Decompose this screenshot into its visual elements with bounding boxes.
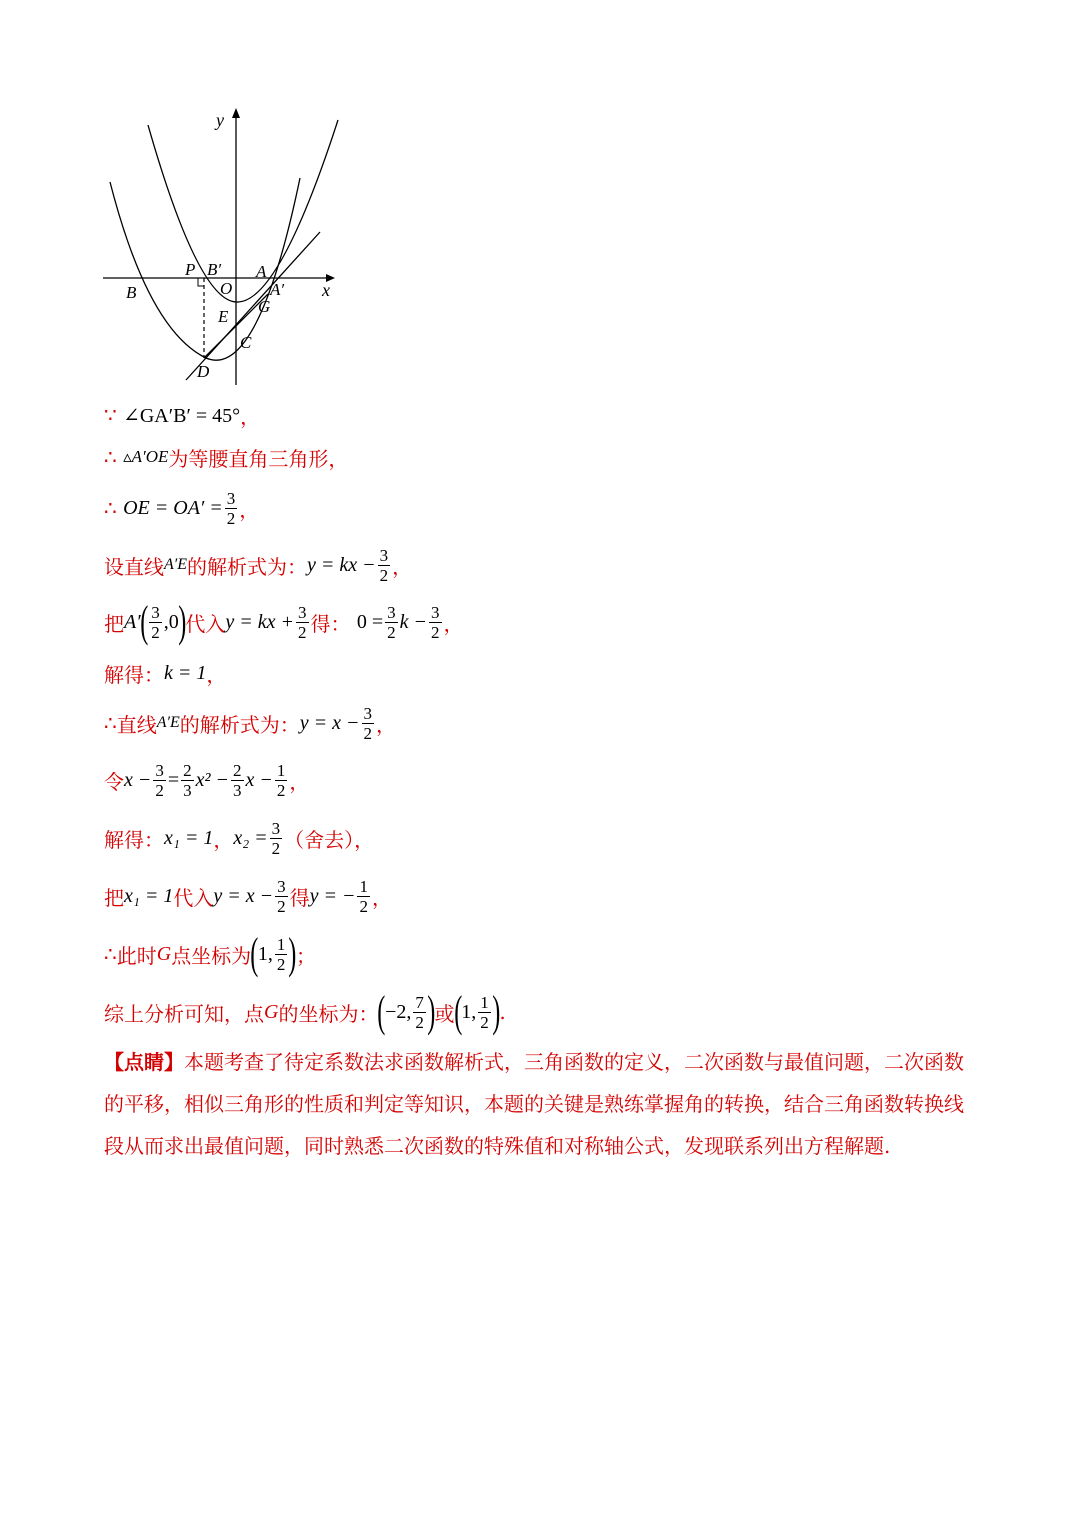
- fraction: [231, 761, 244, 800]
- line-ae: [186, 232, 320, 380]
- therefore-symbol: ∴: [104, 496, 117, 520]
- numerator: 3: [271, 818, 281, 838]
- math-expr: x₂ =: [233, 826, 268, 849]
- text: 代入: [185, 611, 226, 636]
- text: 为等腰直角三角形，: [168, 446, 349, 471]
- numerator: 3: [431, 602, 440, 622]
- numerator: 3: [379, 545, 389, 565]
- denominator: 2: [155, 780, 164, 800]
- denominator: 2: [151, 622, 160, 642]
- comment-text: 本题考查了待定系数法求函数解析式，三角函数的定义，二次函数与最值问题，二次函数的平移，相似三角形的性质和判定等知识，本题的关键是熟练掌握角的转换，结合三角函数转换线段从而求出最值问题，同时熟悉二次函数的特殊值和对称轴公式，发现联系列出方程解题.: [104, 1050, 964, 1158]
- therefore-symbol: ∴: [104, 445, 117, 469]
- text: （舍去），: [284, 827, 375, 852]
- math-expr: A′: [124, 610, 141, 633]
- text: 或: [434, 1001, 455, 1026]
- numerator: 3: [226, 488, 236, 508]
- math-expr: 0 =: [356, 610, 384, 633]
- text: 设直线: [104, 554, 164, 579]
- denominator: 2: [276, 780, 286, 800]
- punct: ，: [213, 827, 234, 852]
- numerator: 2: [233, 760, 242, 780]
- label-a-prime: A′: [270, 280, 285, 299]
- fraction: [275, 877, 288, 916]
- math-expr: y = kx −: [307, 553, 376, 576]
- fraction: [478, 993, 491, 1032]
- line-9: [104, 816, 374, 860]
- denominator: 2: [271, 838, 281, 858]
- numerator: 3: [277, 876, 286, 896]
- text: 点坐标为: [171, 943, 252, 968]
- punct: ，: [240, 404, 261, 429]
- numerator: 7: [415, 992, 424, 1012]
- denominator: 2: [480, 1012, 489, 1032]
- numerator: 1: [276, 934, 286, 954]
- text: 的坐标为：: [278, 1001, 379, 1026]
- denominator: 2: [276, 954, 286, 974]
- math-expr: A′E: [164, 556, 188, 573]
- numerator: 3: [298, 602, 307, 622]
- label-x: x: [322, 280, 330, 300]
- comment-paragraph: [104, 1041, 976, 1167]
- text: 此时: [116, 943, 157, 968]
- denominator: 3: [233, 780, 242, 800]
- denominator: 3: [183, 780, 192, 800]
- denominator: 2: [359, 896, 368, 916]
- point-g: G: [156, 942, 172, 965]
- punct: ，: [443, 611, 464, 636]
- fraction: [149, 603, 162, 642]
- comment-tag: 【点睛】: [104, 1050, 184, 1074]
- label-p: P: [185, 260, 196, 279]
- math-expr: y = x −: [213, 884, 274, 907]
- numerator: 3: [155, 760, 164, 780]
- label-b-prime: B′: [207, 260, 222, 279]
- text: 的解析式为：: [179, 712, 300, 737]
- numerator: 2: [183, 760, 192, 780]
- line-5: 把 A′ ( $\frac{3}{2}$ ,0 ) 代入 y = kx + $\frac{3}{2}$ 得： 0 = $\frac{3}{2}$ k − $\frac{3}{2}$ ，: [104, 597, 464, 646]
- line-11: ∴ 此时 G 点坐标为 ( 1, $\frac{1}{2}$ ) ；: [104, 929, 316, 978]
- line-6: [104, 658, 226, 688]
- because-symbol: ∵: [104, 403, 117, 427]
- text: 得：: [310, 611, 351, 636]
- math-expr: k −: [399, 610, 428, 633]
- point-g: G: [264, 1000, 279, 1023]
- fraction: [225, 489, 238, 528]
- label-c: C: [240, 333, 252, 352]
- math-expr: y = −: [309, 884, 356, 907]
- label-e: E: [218, 307, 229, 326]
- therefore-symbol: ∴: [104, 942, 117, 966]
- line-1: [104, 400, 260, 430]
- denominator: 2: [226, 508, 236, 528]
- parabola-small: [148, 120, 338, 302]
- math-expr: x −: [124, 768, 152, 791]
- denominator: 2: [431, 622, 440, 642]
- parabola-large: [110, 178, 300, 360]
- label-y: y: [216, 110, 224, 130]
- label-o: O: [220, 279, 233, 298]
- line-12: 综上分析可知，点 G 的坐标为： ( −2, $\frac{7}{2}$ ) 或 ( 1, $\frac{1}{2}$ ) .: [104, 987, 506, 1036]
- math-expr: y = x −: [299, 711, 360, 734]
- math-expr: x₁ = 1: [124, 884, 174, 907]
- fraction: [296, 603, 309, 642]
- punct: ，: [239, 497, 260, 522]
- fraction: [362, 704, 375, 743]
- text: 直线: [116, 712, 157, 737]
- fraction: [275, 761, 288, 800]
- math-expr: x −: [245, 768, 273, 791]
- numerator: 3: [363, 703, 373, 723]
- math-expr: 1,: [257, 942, 273, 965]
- punct: ，: [206, 662, 227, 687]
- math-expr: ▵A′OE: [123, 447, 169, 466]
- line-7: [104, 701, 396, 745]
- text: 解得：: [104, 662, 164, 687]
- fraction: [181, 761, 194, 800]
- line-4: [104, 543, 412, 587]
- fraction: [357, 877, 370, 916]
- line-3: [104, 486, 259, 530]
- denominator: 2: [415, 1012, 424, 1032]
- punct: .: [499, 1000, 506, 1024]
- math-expr: ∠GA′B′ = 45°: [123, 404, 241, 427]
- punct: ，: [289, 769, 310, 794]
- math-expr: −2,: [385, 1000, 412, 1023]
- line-2: [104, 442, 348, 472]
- line-8: [104, 758, 309, 802]
- fraction: [153, 761, 166, 800]
- punct: ；: [296, 943, 316, 968]
- math-expr: y = kx +: [225, 610, 295, 633]
- line-10: [104, 874, 392, 918]
- punct: ，: [392, 554, 413, 579]
- label-b: B: [126, 283, 137, 302]
- label-g: G: [258, 297, 271, 316]
- therefore-symbol: ∴: [104, 711, 117, 735]
- denominator: 2: [363, 723, 373, 743]
- fraction: [275, 935, 288, 974]
- math-expr: x₁ = 1: [164, 826, 214, 849]
- denominator: 2: [387, 622, 396, 642]
- text: 的解析式为：: [187, 554, 308, 579]
- numerator: 1: [480, 992, 489, 1012]
- text: 解得：: [104, 827, 164, 852]
- punct: ，: [371, 885, 392, 910]
- math-expr: k = 1: [164, 661, 207, 684]
- text: 把: [104, 885, 124, 910]
- math-expr: 1,: [461, 1000, 477, 1023]
- denominator: 2: [277, 896, 286, 916]
- math-expr: ,0: [163, 610, 179, 633]
- fraction: [385, 603, 398, 642]
- numerator: 1: [276, 760, 286, 780]
- parabola-figure: [98, 100, 348, 390]
- denominator: 2: [298, 622, 307, 642]
- text: 把: [104, 611, 124, 636]
- numerator: 3: [387, 602, 396, 622]
- text: 得: [289, 885, 310, 910]
- fraction: [413, 993, 426, 1032]
- label-a: A: [256, 262, 267, 281]
- text: 综上分析可知，点: [104, 1001, 264, 1026]
- math-expr: A′E: [156, 714, 180, 731]
- numerator: 1: [359, 876, 368, 896]
- fraction: [378, 546, 391, 585]
- text: 代入: [173, 885, 214, 910]
- math-expr: OE = OA′ =: [123, 496, 223, 519]
- text: 令: [104, 769, 124, 794]
- punct: ，: [376, 712, 397, 737]
- fraction: [429, 603, 442, 642]
- math-expr: =: [167, 768, 180, 791]
- fraction: [270, 819, 283, 858]
- label-d: D: [197, 362, 210, 381]
- math-expr: x² −: [195, 768, 230, 791]
- numerator: 3: [151, 602, 160, 622]
- denominator: 2: [379, 565, 389, 585]
